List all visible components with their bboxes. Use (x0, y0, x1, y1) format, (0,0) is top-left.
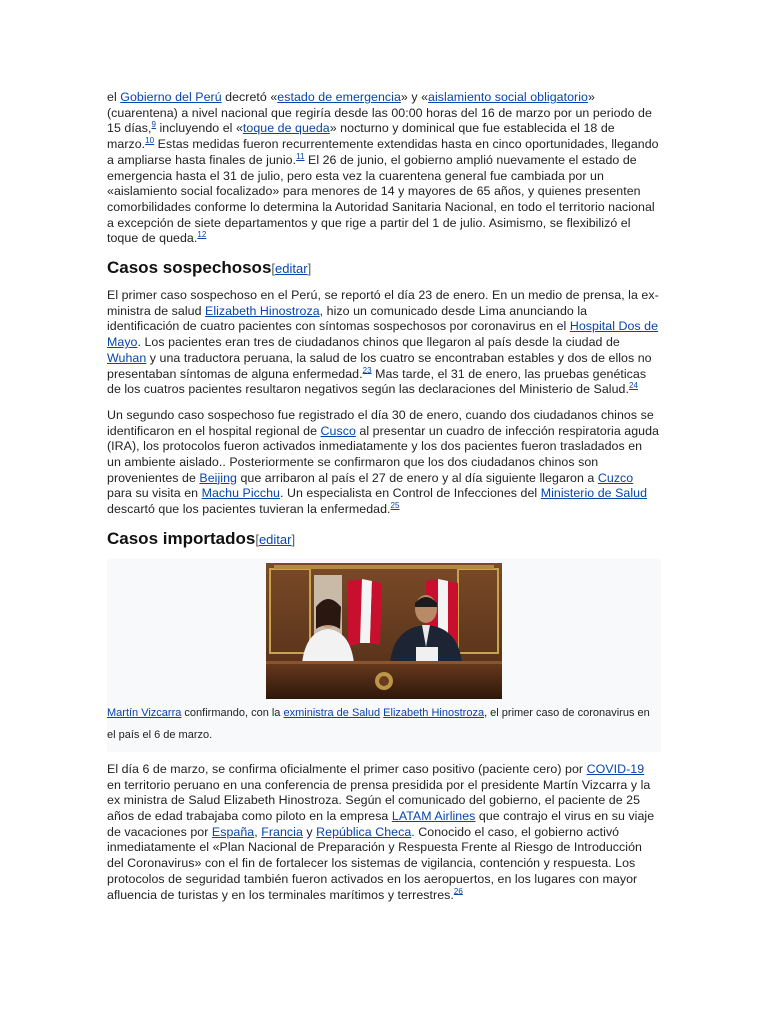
link-machu-picchu[interactable]: Machu Picchu (201, 486, 281, 501)
bracket: [ (255, 531, 259, 547)
reference-9[interactable]: 9 (151, 120, 156, 130)
text: » nocturno y dominical que fue establecida el 18 de marzo. (107, 121, 615, 152)
edit-section-link (271, 261, 311, 276)
text: El 26 de junio, el gobierno amplió nuevamente el estado de emergencia hasta el 31 de julio, pero esta vez la cuarentena general fue cambiada por un «aislamiento social focalizado» para menores de 14 y mayores de 65 años, y quienes presenten comorbilidades conforme lo determina la Autoridad Sanitaria Nacional, en todo el territorio nacional a excepción de siete departamentos y que rige a partir del 1 de julio. Asimismo, se flexibilizó el toque de queda. (107, 152, 655, 246)
text: que contrajo el virus en su viaje de vacaciones por (107, 808, 655, 839)
reference-10[interactable]: 10 (145, 135, 155, 145)
link-covid-19[interactable]: COVID-19 (586, 761, 645, 776)
edit-section-link (255, 532, 295, 547)
edit-link[interactable]: editar (258, 531, 292, 547)
heading-text: Casos sospechosos (107, 258, 272, 278)
caption-link-exministra-de-salud[interactable]: exministra de Salud (283, 706, 381, 719)
section-heading-casos-sospechosos (107, 257, 659, 280)
reference-26[interactable]: 26 (453, 886, 463, 896)
bracket: ] (291, 531, 296, 547)
photo-illustration (266, 563, 502, 699)
text: y (302, 824, 317, 839)
link-beijing[interactable]: Beijing (199, 470, 237, 485)
link-hospital-dos-de-mayo[interactable]: Hospital Dos de Mayo (107, 319, 659, 350)
text: el (107, 90, 121, 104)
text: confirmando, con la (181, 706, 284, 719)
text: Un segundo caso sospechoso fue registrado el día 30 de enero, cuando dos ciudadanos chinos se identificaron en el hospital regional de (107, 407, 654, 438)
text: » (cuarentena) a nivel nacional que regiría desde las 00:00 horas del 16 de marzo por un periodo de 15 días, (107, 90, 652, 136)
paragraph-second-suspect (107, 408, 659, 518)
link-gobierno-del-peru[interactable]: Gobierno del Perú (120, 90, 222, 104)
caption-link-martin-vizcarra[interactable]: Martín Vizcarra (107, 706, 182, 719)
text: para su visita en (107, 486, 202, 501)
caption-link-elizabeth-hinostroza[interactable]: Elizabeth Hinostroza (383, 706, 485, 719)
reference-12[interactable]: 12 (197, 230, 207, 240)
text: » y « (400, 90, 429, 104)
text: El primer caso sospechoso en el Perú, se reportó el día 23 de enero. En un medio de prensa, la ex-ministra de salud (107, 288, 659, 318)
text: . Los pacientes eran tres de ciudadanos chinos que llegaron al país desde la ciudad de (137, 335, 620, 350)
link-espana[interactable]: España (211, 824, 255, 839)
text: . Un especialista en Control de Infecciones del (280, 486, 541, 501)
link-republica-checa[interactable]: República Checa (316, 824, 412, 839)
reference-25[interactable]: 25 (390, 501, 400, 511)
section-heading-casos-importados (107, 528, 659, 551)
text: que arribaron al país el 27 de enero y al día siguiente llegaron a (236, 470, 598, 485)
article-content (107, 90, 659, 913)
text: . Conocido el caso, el gobierno activó inmediatamente el «Plan Nacional de Preparación y Respuesta Frente al Riesgo de Introducción del Coronavirus» con el fin de fortalecer los sistemas de vigilancia, contención y respuesta. Los protocolos de seguridad también fueron activados en los aeropuertos, en los lugares con mayor afluencia de turistas y en los terminales marítimos y terrestres. (107, 824, 642, 902)
link-wuhan[interactable]: Wuhan (107, 350, 147, 365)
link-ministerio-de-salud[interactable]: Ministerio de Salud (540, 486, 648, 501)
figure-caption (107, 702, 661, 746)
link-toque-de-queda[interactable]: toque de queda (242, 121, 330, 136)
edit-link[interactable]: editar (275, 261, 308, 277)
press-conference-photo[interactable] (266, 563, 502, 699)
text: Mas tarde, el 31 de enero, las pruebas genéticas de los cuatros pacientes resultaron negativos según las declaraciones del Ministerio de Salud. (107, 366, 647, 397)
text: al presentar un cuadro de infección respiratoria aguda (IRA), los protocolos fueron activados inmediatamente y los dos pacientes fueron trasladados en un ambiente aislado.. Posteriormente se confirmaron que los dos ciudadanos chinos son provenientes de (107, 423, 659, 485)
text: , (254, 824, 262, 839)
text: El día 6 de marzo, se confirma oficialmente el primer caso positivo (paciente cero) por (107, 761, 587, 776)
text: en territorio peruano en una conferencia de prensa presidida por el presidente Martín Vizcarra y la ex ministra de Salud Elizabeth Hinostroza. Según el comunicado del gobierno, el paciente de 25 años de edad trabajaba como piloto en la empresa (107, 777, 651, 823)
figure (107, 559, 661, 752)
paragraph-first-case (107, 762, 659, 903)
bracket: ] (307, 261, 312, 277)
text: , el primer caso de coronavirus en el país el 6 de marzo. (107, 706, 650, 741)
text: decretó « (221, 90, 278, 104)
paragraph-first-suspect (107, 288, 659, 398)
text: descartó que los pacientes tuvieran la enfermedad. (107, 502, 391, 517)
intro-paragraph (107, 90, 659, 247)
reference-24[interactable]: 24 (628, 381, 638, 391)
text: incluyendo el « (156, 121, 243, 136)
text: y una traductora peruana, la salud de los cuatro se encontraban estables y dos de ellos no presentaban síntomas de alguna enfermedad. (107, 350, 652, 381)
heading-text: Casos importados (107, 528, 256, 548)
bracket: [ (271, 261, 276, 277)
reference-23[interactable]: 23 (362, 365, 372, 375)
link-estado-de-emergencia[interactable]: estado de emergencia (277, 90, 401, 104)
link-francia[interactable]: Francia (261, 824, 303, 839)
text: Estas medidas fueron recurrentemente extendidas hasta en cinco oportunidades, llegando a ampliarse hasta finales de junio. (107, 137, 659, 167)
link-elizabeth-hinostroza[interactable]: Elizabeth Hinostroza (205, 303, 320, 318)
text: , hizo un comunicado desde Lima anunciando la identificación de cuatro pacientes con síntomas sospechosos por coronavirus en el (107, 303, 588, 334)
link-cusco[interactable]: Cusco (320, 423, 356, 438)
link-aislamiento-social-obligatorio[interactable]: aislamiento social obligatorio (428, 90, 588, 104)
reference-11[interactable]: 11 (296, 151, 305, 161)
link-cuzco[interactable]: Cuzco (597, 470, 634, 485)
link-latam-airlines[interactable]: LATAM Airlines (391, 808, 476, 823)
